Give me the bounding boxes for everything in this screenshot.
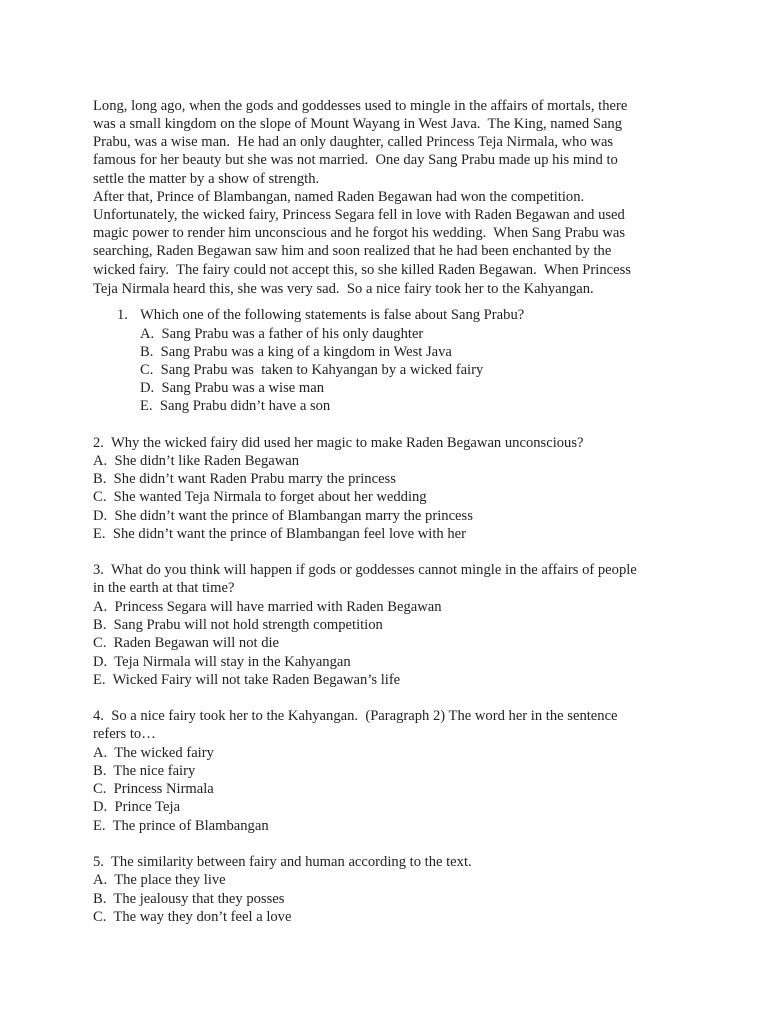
answer-option: D. Prince Teja [93, 799, 181, 815]
answer-option: C. The way they don’t feel a love [93, 909, 292, 925]
answer-option: C. Sang Prabu was taken to Kahyangan by a wicked fairy [140, 362, 484, 378]
answer-option: C. Princess Nirmala [93, 781, 214, 797]
answer-option: B. The nice fairy [93, 763, 196, 779]
passage-line: was a small kingdom on the slope of Mount Wayang in West Java. The King, named Sang [93, 116, 623, 132]
passage-line: Prabu, was a wise man. He had an only daughter, called Princess Teja Nirmala, who was [93, 134, 614, 150]
passage-line: magic power to render him unconscious and he forgot his wedding. When Sang Prabu was [93, 225, 626, 241]
answer-option: C. She wanted Teja Nirmala to forget about her wedding [93, 489, 427, 505]
question-text: 5. The similarity between fairy and human according to the text. [93, 854, 472, 870]
answer-option: D. Sang Prabu was a wise man [140, 380, 325, 396]
question-text: 2. Why the wicked fairy did used her magic to make Raden Begawan unconscious? [93, 435, 584, 451]
answer-option: A. She didn’t like Raden Begawan [93, 453, 300, 469]
answer-option: C. Raden Begawan will not die [93, 635, 280, 651]
answer-option: A. Sang Prabu was a father of his only daughter [140, 326, 424, 342]
question-text: refers to… [93, 726, 156, 742]
passage-line: famous for her beauty but she was not married. One day Sang Prabu made up his mind to [93, 152, 618, 168]
answer-option: B. Sang Prabu was a king of a kingdom in West Java [140, 344, 452, 360]
answer-option: A. The place they live [93, 872, 226, 888]
passage-line: settle the matter by a show of strength. [93, 171, 320, 187]
answer-option: E. She didn’t want the prince of Blambangan feel love with her [93, 526, 466, 542]
answer-option: B. She didn’t want Raden Prabu marry the princess [93, 471, 396, 487]
question-text: 3. What do you think will happen if gods or goddesses cannot mingle in the affairs of people [93, 562, 637, 578]
question-text: Which one of the following statements is false about Sang Prabu? [140, 307, 525, 323]
answer-option: D. Teja Nirmala will stay in the Kahyangan [93, 654, 351, 670]
passage-line: searching, Raden Begawan saw him and soon realized that he had been enchanted by the [93, 243, 612, 259]
answer-option: B. Sang Prabu will not hold strength competition [93, 617, 383, 633]
passage-line: After that, Prince of Blambangan, named Raden Begawan had won the competition. [93, 189, 585, 205]
answer-option: B. The jealousy that they posses [93, 891, 285, 907]
answer-option: D. She didn’t want the prince of Blambangan marry the princess [93, 508, 473, 524]
passage-line: Teja Nirmala heard this, she was very sad. So a nice fairy took her to the Kahyangan. [93, 281, 594, 297]
answer-option: E. Wicked Fairy will not take Raden Begawan’s life [93, 672, 401, 688]
answer-option: E. The prince of Blambangan [93, 818, 269, 834]
passage-line: Long, long ago, when the gods and goddesses used to mingle in the affairs of mortals, there [93, 98, 628, 114]
answer-option: A. The wicked fairy [93, 745, 214, 761]
answer-option: E. Sang Prabu didn’t have a son [140, 398, 331, 414]
passage-line: Unfortunately, the wicked fairy, Princess Segara fell in love with Raden Begawan and used [93, 207, 625, 223]
question-text: in the earth at that time? [93, 580, 235, 596]
question-number: 1. [117, 307, 128, 323]
question-text: 4. So a nice fairy took her to the Kahyangan. (Paragraph 2) The word her in the sentence [93, 708, 618, 724]
answer-option: A. Princess Segara will have married with Raden Begawan [93, 599, 442, 615]
passage-line: wicked fairy. The fairy could not accept this, so she killed Raden Begawan. When Princess [93, 262, 631, 278]
